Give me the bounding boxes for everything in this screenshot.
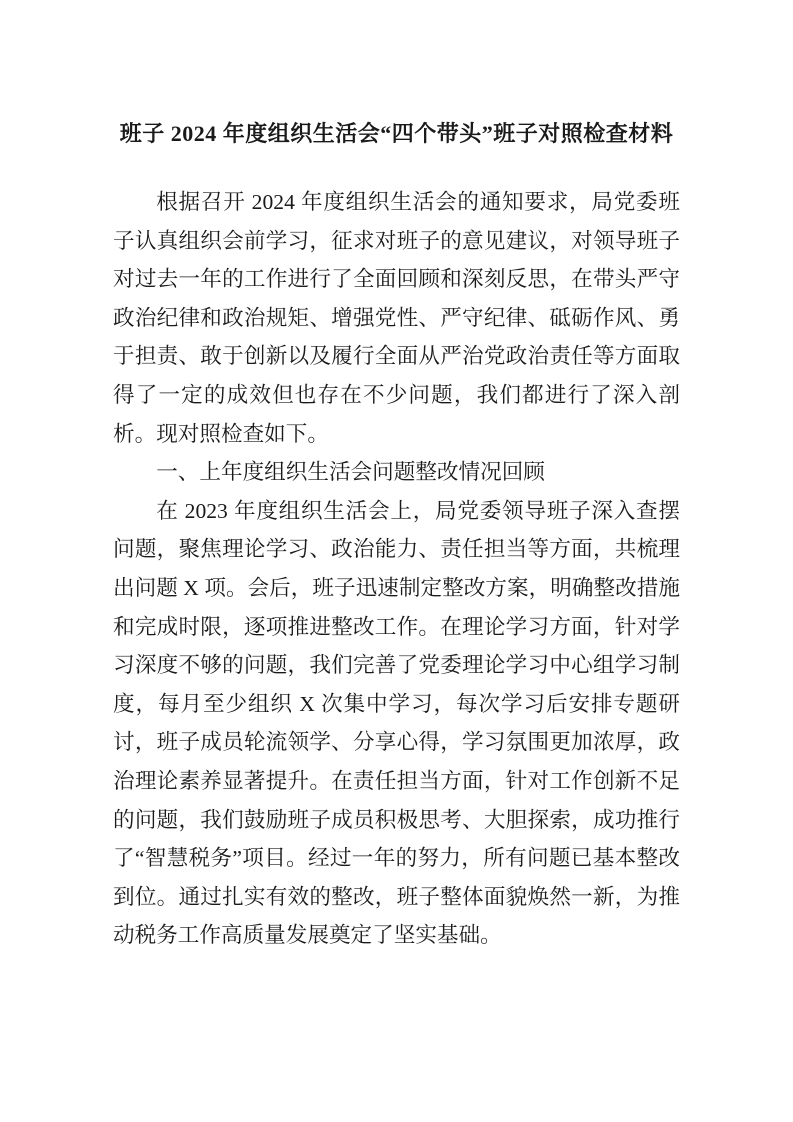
paragraph: 在 2023 年度组织生活会上，局党委领导班子深入查摆问题，聚焦理论学习、政治能力、责任担当等方面，共梳理出问题 X 项。会后，班子迅速制定整改方案，明确整改措施和完成时限，逐项推进整改工作。在理论学习方面，针对学习深度不够的问题，我们完善了党委理论学习中心组学习制度，每月至少组织 X 次集中学习，每次学习后安排专题研讨，班子成员轮流领学、分享心得，学习氛围更加浓厚，政治理论素养显著提升。在责任担当方面，针对工作创新不足的问题，我们鼓励班子成员积极思考、大胆探索，成功推行了“智慧税务”项目。经过一年的努力，所有问题已基本整改到位。通过扎实有效的整改，班子整体面貌焕然一新，为推动税务工作高质量发展奠定了坚实基础。: [113, 498, 680, 948]
document-body: [113, 183, 680, 955]
paragraph: 根据召开 2024 年度组织生活会的通知要求，局党委班子认真组织会前学习，征求对班子的意见建议，对领导班子对过去一年的工作进行了全面回顾和深刻反思，在带头严守政治纪律和政治规矩、增强党性、严守纪律、砥砺作风、勇于担责、敢于创新以及履行全面从严治党政治责任等方面取得了一定的成效但也存在不少问题，我们都进行了深入剖析。现对照检查如下。: [113, 190, 680, 446]
section-heading: 一、上年度组织生活会问题整改情况回顾: [156, 460, 545, 485]
document-title: 班子 2024 年度组织生活会“四个带头”班子对照检查材料: [119, 121, 674, 146]
